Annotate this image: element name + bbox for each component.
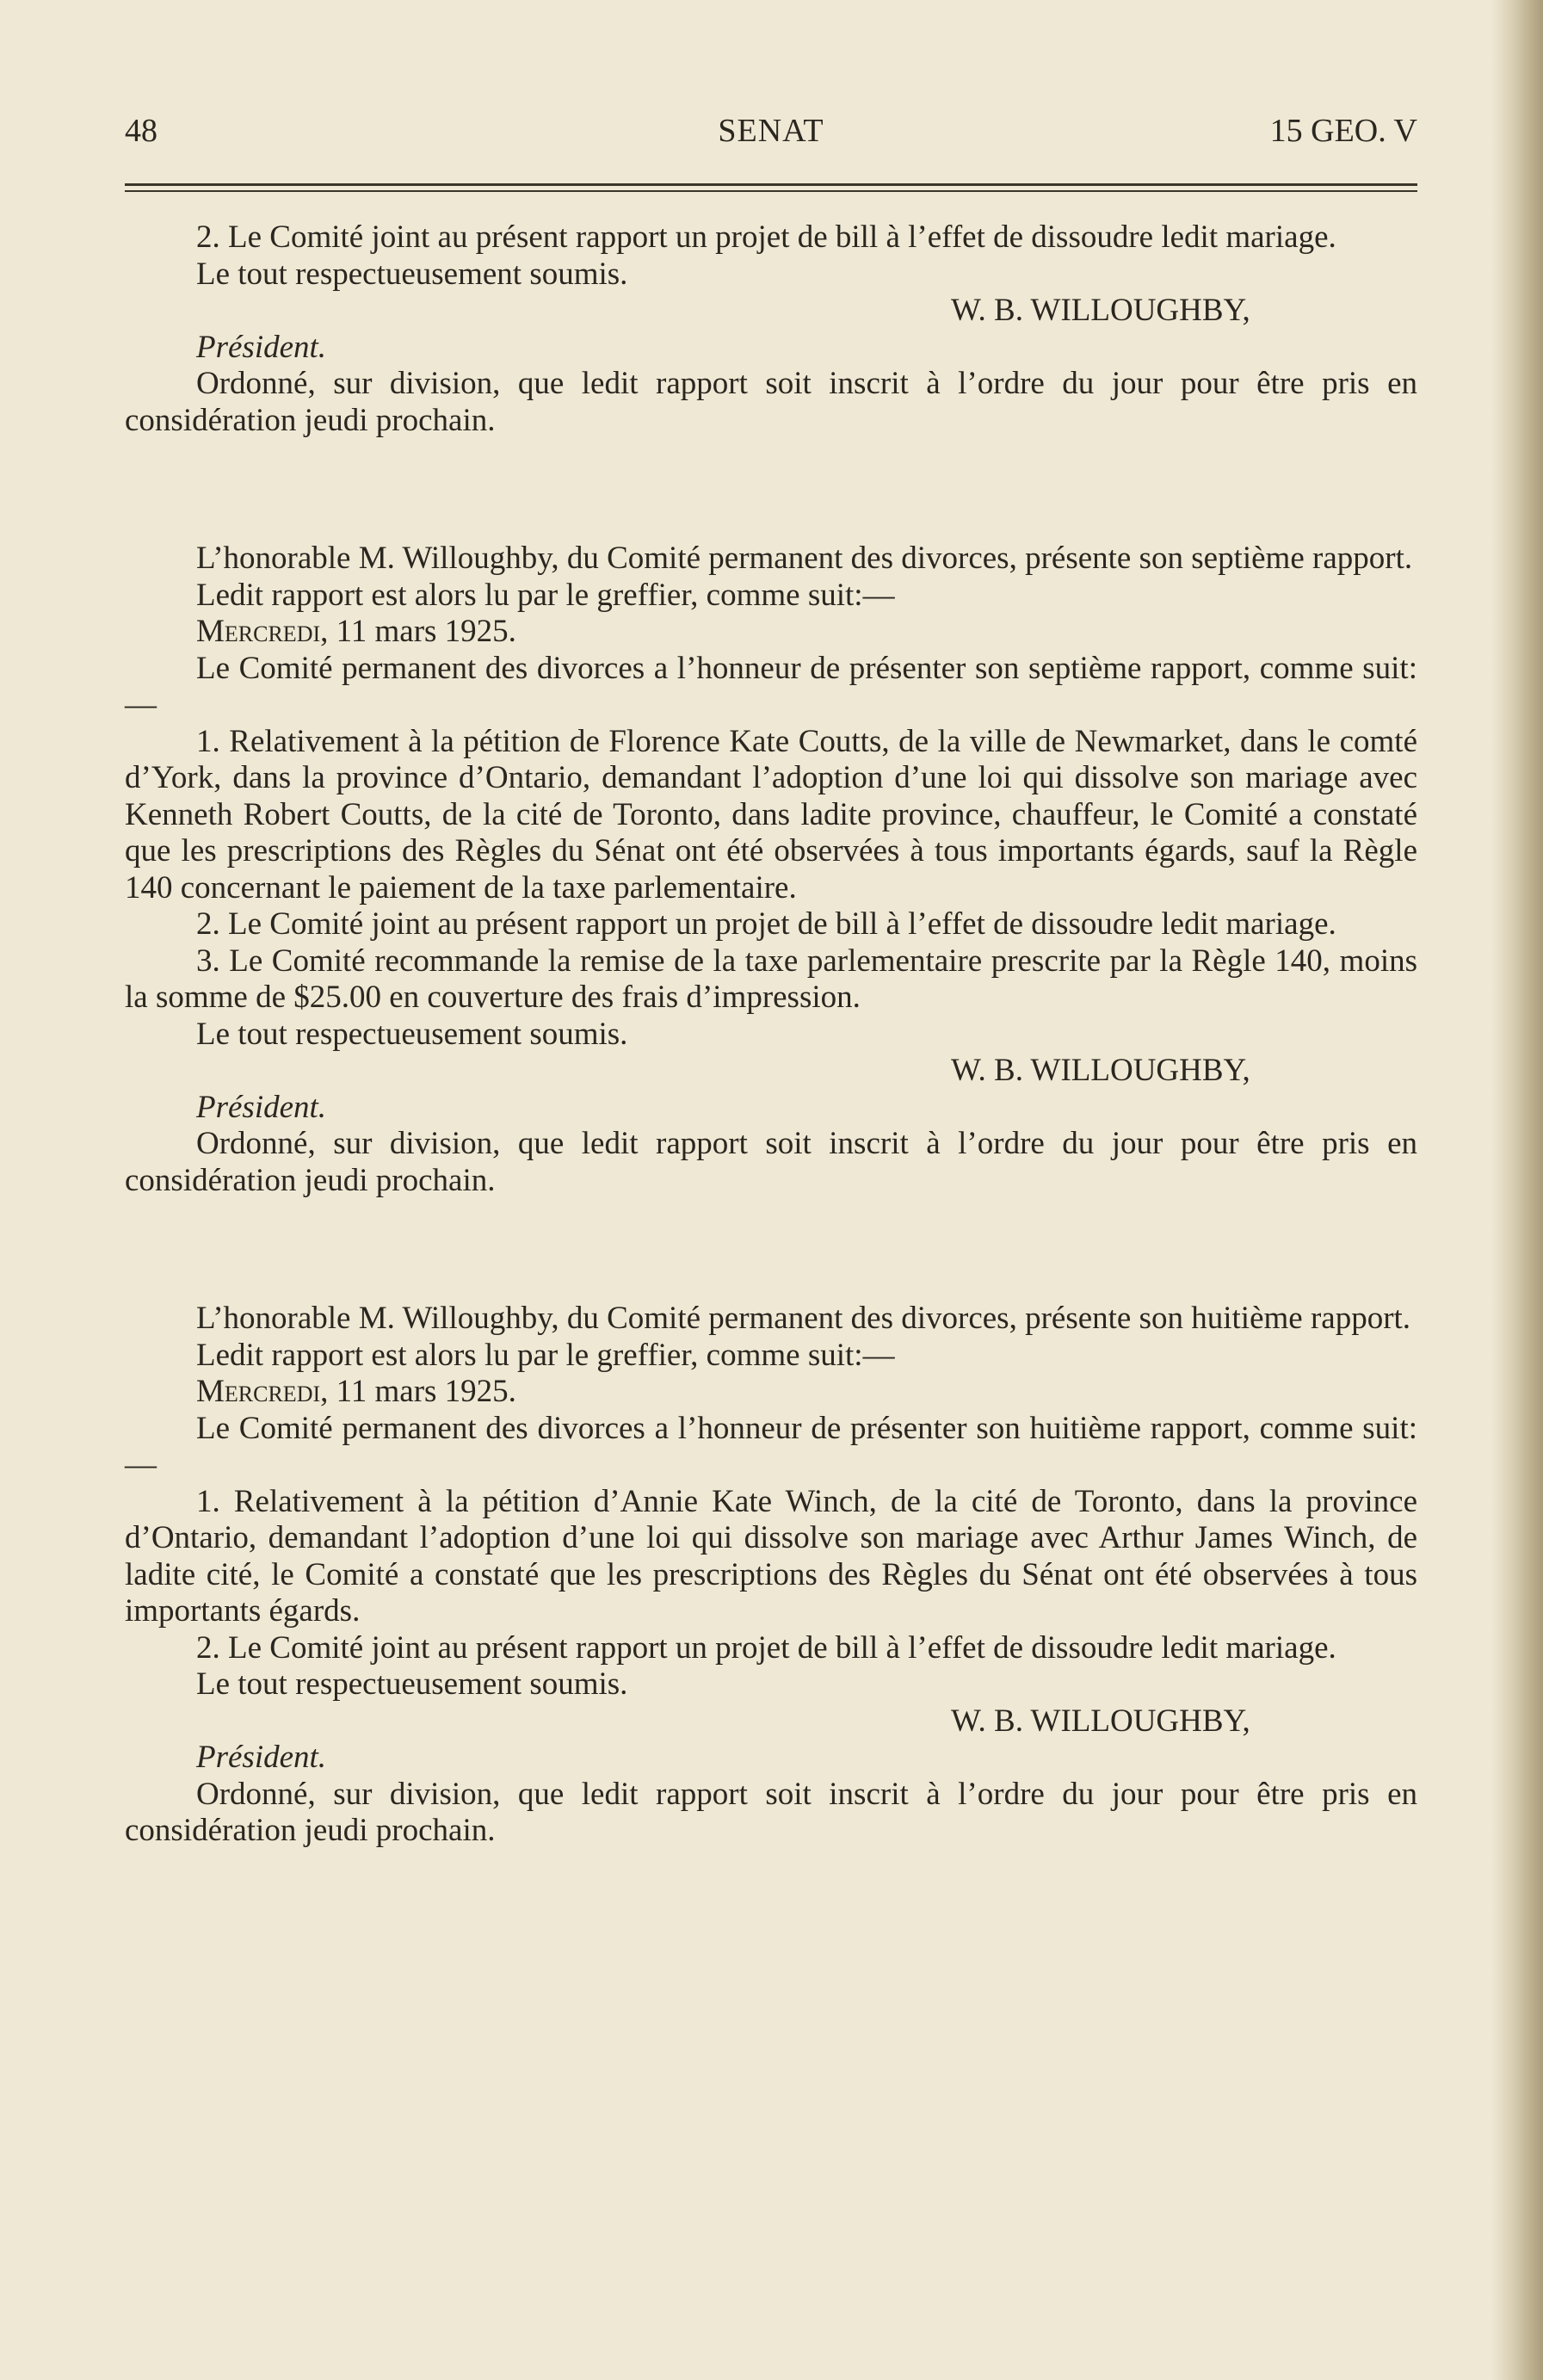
paragraph: 3. Le Comité recommande la remise de la taxe parlementaire prescrite par la Règle 140, moins la somme de $25.00 en couverture des frais d’impression. — [125, 943, 1417, 1015]
eighth-report — [125, 1301, 1417, 1850]
order-paragraph: Ordonné, sur division, que ledit rapport soit inscrit à l’ordre du jour pour être pris en considération jeudi prochain. — [125, 1126, 1417, 1198]
date-weekday: Mercredi, — [196, 1374, 329, 1409]
order-paragraph: Ordonné, sur division, que ledit rapport soit inscrit à l’ordre du jour pour être pris en considération jeudi prochain. — [125, 1776, 1417, 1848]
signer-title: Président. — [196, 329, 327, 365]
page-number: 48 — [125, 113, 157, 149]
intro-paragraph: L’honorable M. Willoughby, du Comité permanent des divorces, présente son septième rapport. — [196, 541, 1413, 576]
paragraph: Le tout respectueusement soumis. — [196, 256, 628, 292]
signer-name: W. B. WILLOUGHBY, — [951, 1053, 1250, 1088]
paragraph: Le tout respectueusement soumis. — [196, 1016, 628, 1052]
page-edge-shadow — [1491, 0, 1543, 2380]
signer-title: Président. — [196, 1089, 327, 1125]
date-weekday: Mercredi, — [196, 614, 329, 649]
date-text: 11 mars 1925. — [328, 1374, 516, 1409]
paragraph: 2. Le Comité joint au présent rapport un projet de bill à l’effet de dissoudre ledit mariage. — [196, 1629, 1336, 1666]
paragraph: Le tout respectueusement soumis. — [196, 1666, 628, 1702]
date-text: 11 mars 1925. — [328, 614, 516, 649]
paragraph: 2. Le Comité joint au présent rapport un projet de bill à l’effet de dissoudre ledit mariage. — [196, 906, 1336, 942]
intro-paragraph: L’honorable M. Willoughby, du Comité permanent des divorces, présente son huitième rapport. — [196, 1301, 1411, 1336]
signer-name: W. B. WILLOUGHBY, — [951, 1703, 1250, 1739]
seventh-report — [125, 541, 1417, 1199]
header-rule-thick — [125, 183, 1417, 186]
header-rule-thin — [125, 190, 1417, 192]
read-paragraph: Ledit rapport est alors lu par le greffier, comme suit:— — [196, 577, 895, 613]
read-paragraph: Ledit rapport est alors lu par le greffier, comme suit:— — [196, 1337, 895, 1373]
paragraph: 1. Relativement à la pétition de Florence Kate Coutts, de la ville de Newmarket, dans le comté d’York, dans la province d’Ontario, demandant l’adoption d’une loi qui dissolve son mariage avec Kenneth Robert Coutts, de la cité de Toronto, dans ladite province, chauffeur, le Comité a constaté que les prescriptions des Règles du Sénat ont été observées à tous importants égards, sauf la Règle 140 concernant le paiement de la taxe parlementaire. — [125, 723, 1417, 906]
signer-title: Président. — [196, 1740, 327, 1775]
report-date — [125, 1374, 1417, 1411]
report-continuation — [125, 219, 1417, 439]
regnal-year: 15 GEO. V — [1269, 113, 1417, 149]
running-title: SENAT — [718, 113, 824, 149]
page-header — [125, 112, 1417, 155]
paragraph: Le Comité permanent des divorces a l’honneur de présenter son huitième rapport, comme suit:— — [125, 1410, 1417, 1482]
paragraph: Le Comité permanent des divorces a l’honneur de présenter son septième rapport, comme suit:— — [125, 650, 1417, 722]
page-body — [125, 219, 1417, 1850]
paragraph: 2. Le Comité joint au présent rapport un projet de bill à l’effet de dissoudre ledit mariage. — [196, 219, 1336, 255]
signer-name: W. B. WILLOUGHBY, — [951, 293, 1250, 328]
paragraph: 1. Relativement à la pétition d’Annie Kate Winch, de la cité de Toronto, dans la province d’Ontario, demandant l’adoption d’une loi qui dissolve son mariage avec Arthur James Winch, de ladite cité, le Comité a constaté que les prescriptions des Règles du Sénat ont été observées à tous importants égards. — [125, 1483, 1417, 1629]
order-paragraph: Ordonné, sur division, que ledit rapport soit inscrit à l’ordre du jour pour être pris en considération jeudi prochain. — [125, 366, 1417, 438]
report-date — [125, 614, 1417, 651]
